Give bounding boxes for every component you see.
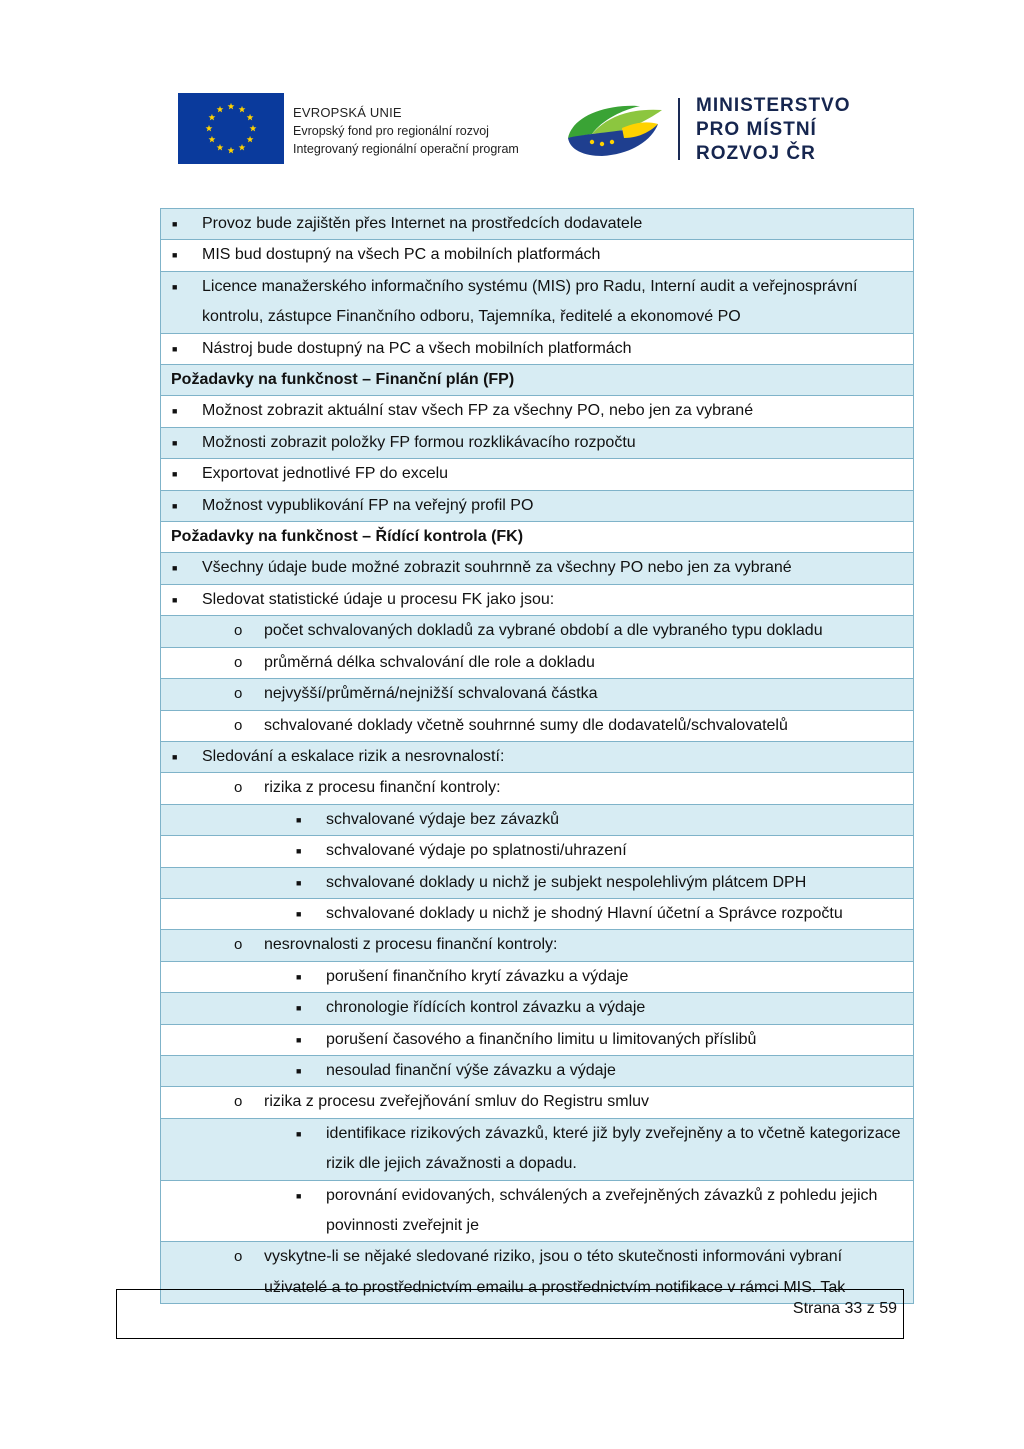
- row-text: schvalované doklady u nichž je subjekt nespolehlivým plátcem DPH: [326, 873, 807, 891]
- ministry-name: [696, 94, 851, 166]
- table-row: [161, 962, 913, 993]
- row-text: Sledování a eskalace rizik a nesrovnalostí:: [202, 747, 505, 765]
- row-text: nejvyšší/průměrná/nejnižší schvalovaná částka: [264, 685, 598, 703]
- square-bullet-icon: ■: [172, 751, 178, 762]
- ministry-line: MINISTERSTVO: [696, 95, 851, 116]
- page-footer: [116, 1289, 904, 1339]
- row-text: Exportovat jednotlivé FP do excelu: [202, 465, 449, 483]
- ministry-emblem-logo: [562, 98, 668, 162]
- row-text: Možnost vypublikování FP na veřejný profil PO: [202, 496, 534, 514]
- ministry-line: PRO MÍSTNÍ: [696, 119, 817, 140]
- row-text: Požadavky na funkčnost – Finanční plán (FP): [171, 371, 515, 389]
- row-text: porušení časového a finančního limitu u limitovaných příslibů: [326, 1030, 757, 1048]
- table-row: [161, 805, 913, 836]
- eu-flag-logo: [178, 93, 284, 164]
- row-text: Nástroj bude dostupný na PC a všech mobilních platformách: [202, 339, 632, 357]
- square-bullet-icon: ■: [172, 594, 178, 605]
- table-row: [161, 899, 913, 930]
- table-row: [161, 209, 913, 240]
- square-bullet-icon: ■: [172, 563, 178, 574]
- circle-bullet-icon: o: [234, 716, 243, 734]
- table-row: [161, 491, 913, 522]
- square-bullet-icon: ■: [172, 343, 178, 354]
- eu-line: Evropský fond pro regionální rozvoj: [293, 124, 489, 138]
- row-text: Provoz bude zajištěn přes Internet na prostředcích dodavatele: [202, 215, 643, 232]
- circle-bullet-icon: o: [234, 1248, 243, 1266]
- square-bullet-icon: ■: [172, 406, 178, 417]
- table-row: [161, 836, 913, 867]
- square-bullet-icon: ■: [172, 281, 178, 292]
- row-text: schvalované výdaje bez závazků: [326, 810, 560, 828]
- row-text: schvalované doklady u nichž je shodný Hlavní účetní a Správce rozpočtu: [326, 904, 843, 922]
- table-row: [161, 1119, 913, 1181]
- table-row: [161, 773, 913, 804]
- row-text: nesrovnalosti z procesu finanční kontroly:: [264, 936, 558, 954]
- square-bullet-icon: ■: [296, 846, 302, 857]
- row-text: průměrná délka schvalování dle role a dokladu: [264, 653, 595, 671]
- eu-line: Integrovaný regionální operační program: [293, 142, 519, 156]
- circle-bullet-icon: o: [234, 1093, 243, 1111]
- table-row: [161, 930, 913, 961]
- row-text: schvalované doklady včetně souhrnné sumy dle dodavatelů/schvalovatelů: [264, 716, 788, 734]
- row-text: chronologie řídících kontrol závazku a výdaje: [326, 999, 646, 1017]
- row-text: Sledovat statistické údaje u procesu FK jako jsou:: [202, 590, 555, 608]
- table-row: [161, 585, 913, 616]
- circle-bullet-icon: o: [234, 685, 243, 703]
- square-bullet-icon: ■: [172, 469, 178, 480]
- table-row: [161, 240, 913, 271]
- eu-program-text: [293, 104, 519, 158]
- table-row: [161, 272, 913, 334]
- square-bullet-icon: ■: [296, 1190, 302, 1201]
- square-bullet-icon: ■: [296, 908, 302, 919]
- table-row: [161, 616, 913, 647]
- square-bullet-icon: ■: [296, 971, 302, 982]
- table-row: [161, 648, 913, 679]
- row-text: identifikace rizikových závazků, které již byly zveřejněny a to včetně kategorizace rizik dle jejich závažnosti a dopadu.: [326, 1124, 901, 1173]
- table-row: [161, 679, 913, 710]
- section-heading-row: [161, 522, 913, 553]
- row-text: rizika z procesu finanční kontroly:: [264, 779, 501, 797]
- row-text: Požadavky na funkčnost – Řídící kontrola (FK): [171, 528, 524, 546]
- table-row: [161, 459, 913, 490]
- table-row: [161, 334, 913, 365]
- requirements-table: [160, 208, 914, 1304]
- row-text: vyskytne-li se nějaké sledované riziko, jsou o této skutečnosti informováni vybraní uživatelé a to prostřednictvím emailu a prostřednictvím notifikace v rámci MIS. Tak: [264, 1248, 846, 1296]
- table-row: [161, 396, 913, 427]
- table-row: [161, 553, 913, 584]
- row-text: Možnost zobrazit aktuální stav všech FP za všechny PO, nebo jen za vybrané: [202, 402, 754, 420]
- square-bullet-icon: ■: [296, 1065, 302, 1076]
- square-bullet-icon: ■: [296, 1003, 302, 1014]
- row-text: Licence manažerského informačního systému (MIS) pro Radu, Interní audit a veřejnosprávní kontrolu, zástupce Finančního odboru, Tajemníka, ředitelé a ekonomové PO: [202, 277, 858, 326]
- circle-bullet-icon: o: [234, 622, 243, 640]
- square-bullet-icon: ■: [296, 877, 302, 888]
- square-bullet-icon: ■: [172, 250, 178, 261]
- logo-divider: [678, 98, 680, 160]
- table-row: [161, 742, 913, 773]
- square-bullet-icon: ■: [296, 1128, 302, 1139]
- row-text: Všechny údaje bude možné zobrazit souhrnně za všechny PO nebo jen za vybrané: [202, 559, 792, 577]
- table-row: [161, 868, 913, 899]
- square-bullet-icon: ■: [296, 814, 302, 825]
- square-bullet-icon: ■: [172, 437, 178, 448]
- square-bullet-icon: ■: [172, 219, 178, 229]
- table-row: [161, 1181, 913, 1243]
- row-text: MIS bud dostupný na všech PC a mobilních platformách: [202, 246, 601, 264]
- table-row: [161, 993, 913, 1024]
- section-heading-row: [161, 365, 913, 396]
- table-row: [161, 428, 913, 459]
- circle-bullet-icon: o: [234, 936, 243, 954]
- row-text: rizika z procesu zveřejňování smluv do Registru smluv: [264, 1093, 650, 1111]
- row-text: porušení finančního krytí závazku a výdaje: [326, 967, 629, 985]
- row-text: porovnání evidovaných, schválených a zveřejněných závazků z pohledu jejich povinnosti zveřejnit je: [326, 1186, 878, 1234]
- row-text: počet schvalovaných dokladů za vybrané období a dle vybraného typu dokladu: [264, 622, 823, 640]
- table-row: [161, 1025, 913, 1056]
- table-row: [161, 711, 913, 742]
- circle-bullet-icon: o: [234, 653, 243, 671]
- table-row: [161, 1056, 913, 1087]
- circle-bullet-icon: o: [234, 779, 243, 797]
- eu-stars-icon: [178, 93, 284, 164]
- row-text: nesoulad finanční výše závazku a výdaje: [326, 1061, 616, 1079]
- table-row: [161, 1087, 913, 1118]
- square-bullet-icon: ■: [172, 500, 178, 511]
- page-number: Strana 33 z 59: [792, 1300, 897, 1317]
- ministry-line: ROZVOJ ČR: [696, 143, 816, 164]
- eu-line: EVROPSKÁ UNIE: [293, 105, 402, 120]
- row-text: schvalované výdaje po splatnosti/uhrazení: [326, 842, 627, 860]
- square-bullet-icon: ■: [296, 1034, 302, 1045]
- row-text: Možnosti zobrazit položky FP formou rozklikávacího rozpočtu: [202, 433, 636, 451]
